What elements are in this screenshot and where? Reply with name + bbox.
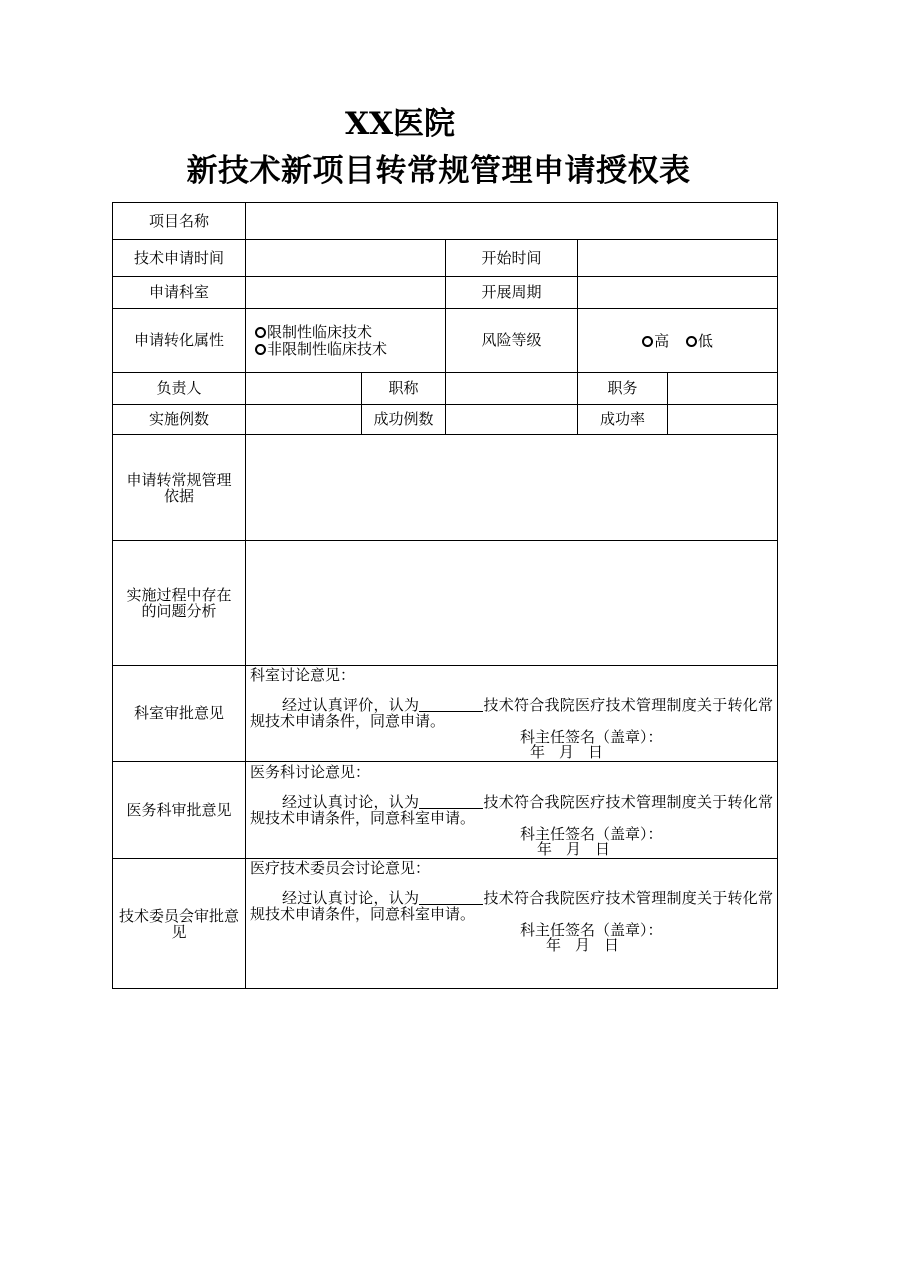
signature-line: 科主任签名（盖章）： — [520, 824, 663, 843]
medical-opinion-field[interactable] — [246, 762, 778, 859]
start-time-field[interactable] — [578, 240, 778, 277]
radio-icon[interactable] — [686, 336, 697, 347]
success-cases-label: 成功例数 — [362, 405, 446, 435]
cases-field[interactable] — [246, 405, 362, 435]
attr-options — [246, 309, 446, 373]
opinion-body: 经过认真讨论，认为 技术符合我院医疗技术管理制度关于转化常规技术申请条件，同意科室申请。 — [250, 792, 773, 827]
basis-label: 申请转常规管理依据 — [113, 435, 246, 541]
success-rate-field[interactable] — [668, 405, 778, 435]
apply-time-label: 技术申请时间 — [113, 240, 246, 277]
risk-option-low-label: 低 — [697, 332, 713, 350]
title-label: 职称 — [362, 373, 446, 405]
apply-time-field[interactable] — [246, 240, 446, 277]
dept-label: 申请科室 — [113, 277, 246, 309]
row-problems — [113, 541, 778, 666]
row-basis — [113, 435, 778, 541]
start-time-label: 开始时间 — [446, 240, 578, 277]
blank-line[interactable] — [419, 890, 483, 905]
row-dept — [113, 277, 778, 309]
committee-opinion-label: 技术委员会审批意见 — [113, 859, 246, 989]
attr-label: 申请转化属性 — [113, 309, 246, 373]
risk-options — [578, 309, 778, 373]
attr-option-restricted-label: 限制性临床技术 — [267, 322, 373, 341]
problems-field[interactable] — [246, 541, 778, 666]
row-committee-opinion — [113, 859, 778, 989]
application-form-table — [112, 202, 778, 989]
date-line: 年 月 日 — [530, 743, 604, 761]
attr-option-restricted[interactable] — [255, 324, 441, 341]
project-name-label: 项目名称 — [113, 203, 246, 240]
risk-option-high-label: 高 — [654, 332, 670, 350]
period-field[interactable] — [578, 277, 778, 309]
date-line: 年 月 日 — [546, 936, 620, 954]
committee-opinion-field[interactable] — [246, 859, 778, 989]
dept-field[interactable] — [246, 277, 446, 309]
title-field[interactable] — [446, 373, 578, 405]
post-field[interactable] — [668, 373, 778, 405]
owner-label: 负责人 — [113, 373, 246, 405]
success-cases-field[interactable] — [446, 405, 578, 435]
dept-opinion-label: 科室审批意见 — [113, 666, 246, 762]
radio-icon[interactable] — [255, 327, 266, 338]
risk-label: 风险等级 — [446, 309, 578, 373]
risk-option-high[interactable] — [642, 330, 669, 351]
post-label: 职务 — [578, 373, 668, 405]
signature-line: 科主任签名（盖章）： — [520, 728, 663, 746]
opinion-heading: 科室讨论意见： — [250, 666, 356, 684]
row-medical-opinion — [113, 762, 778, 859]
form-title: 新技术新项目转常规管理申请授权表 — [186, 153, 691, 189]
dept-opinion-field[interactable] — [246, 666, 778, 762]
basis-field[interactable] — [246, 435, 778, 541]
row-apply-time — [113, 240, 778, 277]
hospital-name: XX医院 — [344, 106, 456, 142]
radio-icon[interactable] — [642, 336, 653, 347]
medical-opinion-label: 医务科审批意见 — [113, 762, 246, 859]
opinion-body: 经过认真讨论，认为 技术符合我院医疗技术管理制度关于转化常规技术申请条件，同意科室申请。 — [250, 889, 773, 923]
blank-line[interactable] — [419, 697, 483, 712]
blank-line[interactable] — [419, 794, 483, 809]
row-cases — [113, 405, 778, 435]
opinion-body: 经过认真评价，认为 技术符合我院医疗技术管理制度关于转化常规技术申请条件，同意申请。 — [250, 696, 773, 730]
row-attr — [113, 309, 778, 373]
opinion-heading: 医务科讨论意见： — [250, 762, 371, 781]
row-project-name — [113, 203, 778, 240]
date-line: 年 月 日 — [537, 839, 611, 858]
radio-icon[interactable] — [255, 344, 266, 355]
problems-label: 实施过程中存在的问题分析 — [113, 541, 246, 666]
period-label: 开展周期 — [446, 277, 578, 309]
attr-option-unrestricted[interactable] — [255, 341, 441, 358]
cases-label: 实施例数 — [113, 405, 246, 435]
risk-option-low[interactable] — [686, 330, 713, 351]
signature-line: 科主任签名（盖章）： — [520, 921, 663, 939]
project-name-field[interactable] — [246, 203, 778, 240]
row-dept-opinion — [113, 666, 778, 762]
success-rate-label: 成功率 — [578, 405, 668, 435]
opinion-heading: 医疗技术委员会讨论意见： — [250, 859, 431, 877]
attr-option-unrestricted-label: 非限制性临床技术 — [267, 339, 388, 358]
owner-field[interactable] — [246, 373, 362, 405]
row-owner — [113, 373, 778, 405]
